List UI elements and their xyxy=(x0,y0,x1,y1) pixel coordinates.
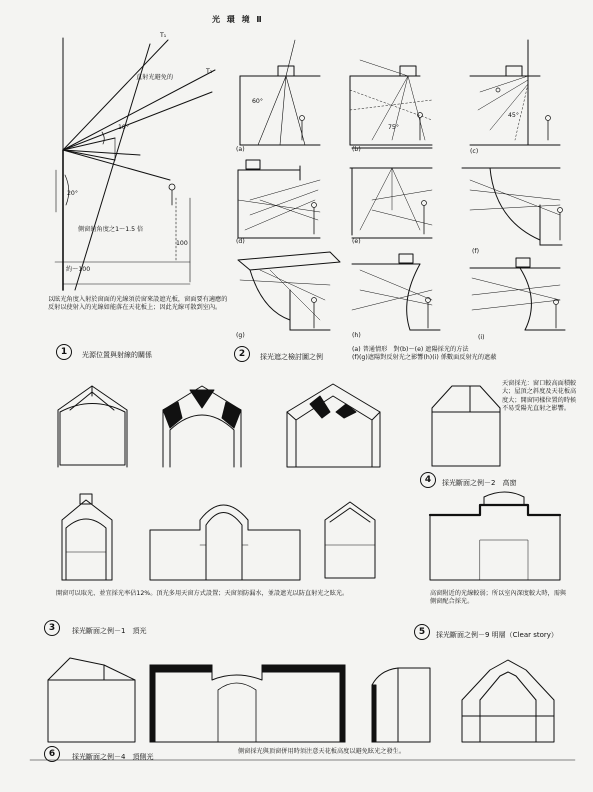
figure-5-section xyxy=(430,492,560,580)
figure-2-panel-i xyxy=(470,258,565,330)
figure-4-section-4 xyxy=(432,386,500,466)
fig2-note: (a) 普通情形 對(b)～(e) 遮陽採光的方法 (f)(g)遮陽對反射光之影響(h)(i) 係數面反射光的遮蔽 xyxy=(352,346,497,362)
fig4-text: 天窗採光：窗口較高面積較大；屋頂之斜度及天花板高度大；開窗同樣位置的時候不易受陽光直射之影響。 xyxy=(502,380,577,413)
figure-3-section-3 xyxy=(325,502,375,578)
fig1-label-angle20: 20° xyxy=(67,190,78,197)
fig2-panel-f-label: (f) xyxy=(472,248,480,255)
fig2-panel-d-label: (d) xyxy=(236,238,245,245)
fig1-label-angle10: 10° xyxy=(118,124,129,131)
figure-2-panel-e xyxy=(350,148,432,238)
page-title: 光 環 境 Ⅱ xyxy=(212,15,264,24)
fig1-number: 1 xyxy=(56,344,72,360)
figure-6-section-4 xyxy=(462,660,554,742)
figure-2-panel-g xyxy=(238,252,340,330)
fig1-label-dim-right: 100 xyxy=(176,240,188,247)
fig5-caption: 採光斷面之例－9 明層（Clear story） xyxy=(436,631,558,639)
figure-2-panel-c xyxy=(470,40,560,145)
figure-4-section-3 xyxy=(287,384,380,467)
fig6-number: 6 xyxy=(44,746,60,762)
fig2-panel-i-label: (i) xyxy=(478,334,485,341)
fig1-label-dim-bottom: 約～100 xyxy=(66,266,91,273)
fig5-text: 高窗附近的光線較弱；所以室內深度較大時，需與側窗配合採光。 xyxy=(430,590,567,606)
fig2-angle-label-3: 45° xyxy=(508,112,519,119)
fig6-caption: 採光斷面之例－4 頂側光 xyxy=(72,753,154,761)
fig1-label-t2: T₂ xyxy=(206,68,213,75)
fig2-panel-g-label: (g) xyxy=(236,332,245,339)
fig2-caption: 採光遮之檢討圖之例 xyxy=(260,353,323,361)
fig1-caption: 光源位置與射線的關係 xyxy=(82,351,152,359)
figure-4-section-2 xyxy=(163,386,241,467)
figure-6-section-1 xyxy=(48,658,135,742)
figure-4-section-1 xyxy=(58,386,127,467)
figure-3-section-2 xyxy=(150,505,300,580)
figure-3-section-1 xyxy=(62,494,112,580)
fig6-note: 側窗採光與頂窗併用時須注意天花板高度以避免眩光之發生。 xyxy=(238,748,406,755)
fig2-panel-c-label: (c) xyxy=(470,148,479,155)
fig3-number: 3 xyxy=(44,620,60,636)
figure-2-panel-h xyxy=(352,254,440,330)
figure-6-section-2 xyxy=(150,665,345,742)
figure-6-section-3 xyxy=(372,668,430,742)
fig3-caption: 採光斷面之例－1 頂光 xyxy=(72,627,147,635)
fig2-panel-h-label: (h) xyxy=(352,332,361,339)
figure-1-ray-diagram xyxy=(55,38,215,290)
fig3-text: 開窗可以取光、並宜採光率佔12%。頂光多用天窗方式設置；天窗須防漏水，並設遮光以防直射光之眩光。 xyxy=(56,590,349,597)
fig4-number: 4 xyxy=(420,472,436,488)
fig2-angle-label-2: 75° xyxy=(388,124,399,131)
fig2-angle-label-1: 60° xyxy=(252,98,263,105)
fig1-label-t1: T₁ xyxy=(160,32,167,39)
fig1-label-window-note: 側窗的角度之1～1.5 倍 xyxy=(78,226,144,233)
fig2-number: 2 xyxy=(234,346,250,362)
fig4-caption: 採光斷面之例－2 高窗 xyxy=(442,479,517,487)
fig1-label-sunlight: 直射光避免的 xyxy=(136,74,174,81)
figure-2-panel-d xyxy=(238,160,320,238)
figure-2-panel-f xyxy=(462,168,563,245)
fig2-panel-b-label: (b) xyxy=(352,146,361,153)
fig5-number: 5 xyxy=(414,624,430,640)
fig1-caption-text: 以眩光角度入射於窗面的光線須於窗來設遮光板，窗面要有適應的反射以使射入的光線如能落在天花板上；因此光線可散到室內。 xyxy=(48,296,228,312)
fig2-panel-a-label: (a) xyxy=(236,146,245,153)
figure-2-panel-a xyxy=(240,40,320,145)
fig2-panel-e-label: (e) xyxy=(352,238,361,245)
